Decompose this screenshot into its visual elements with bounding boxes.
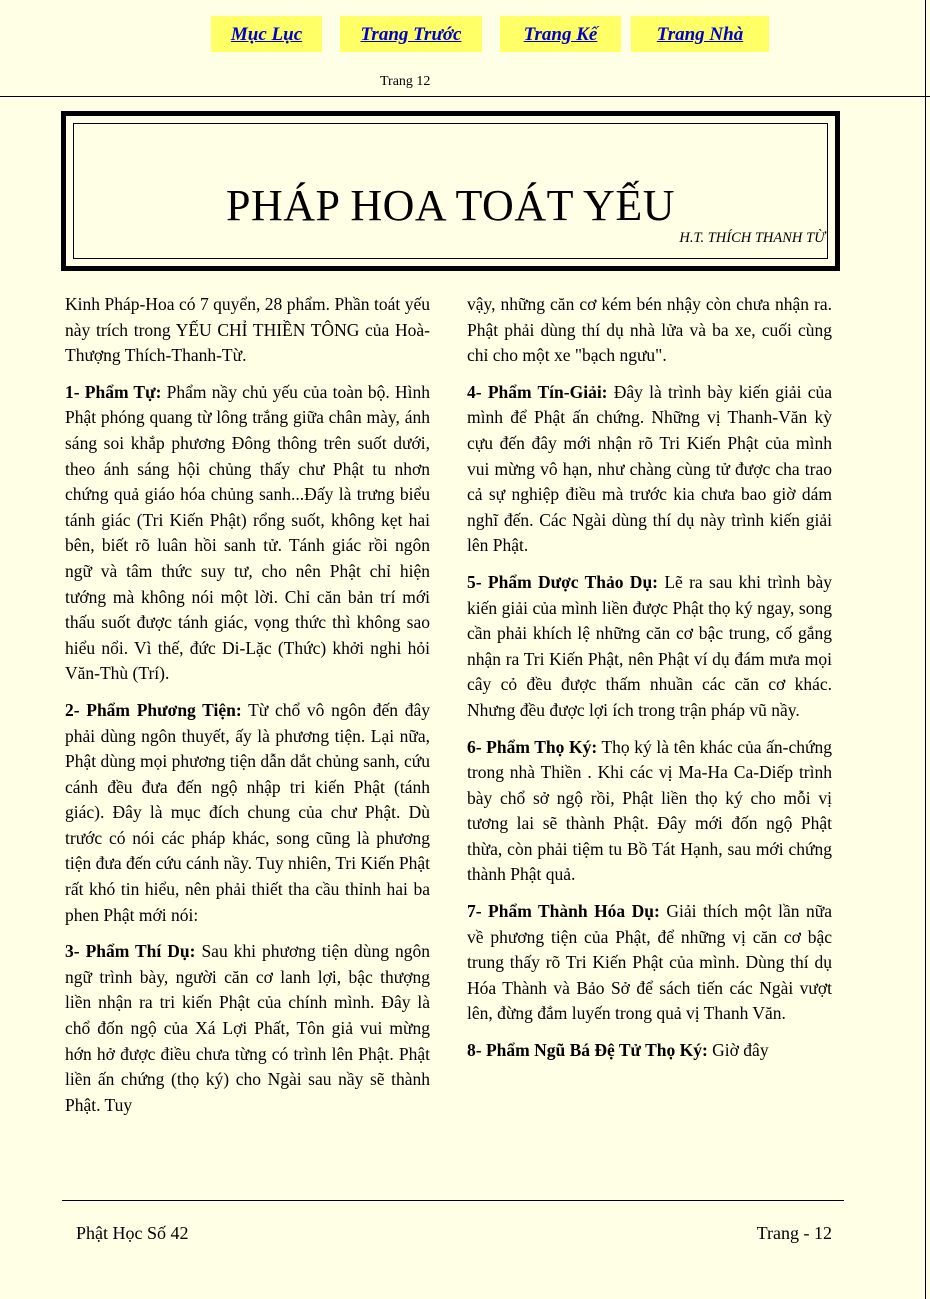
left-column xyxy=(65,292,430,1129)
section-1-body: Phẩm nầy chủ yếu của toàn bộ. Hình Phật phóng quang từ lông trắng giữa chân mày, ánh sáng soi khắp phương Đông thông trên suốt dưới, theo ánh sáng hội chủng thấy chư Phật tu nhơn chứng quả giáo hóa chủng sanh...Đấy là trưng biểu tánh giác (Tri Kiến Phật) rổng suốt, không kẹt hai bên, biết rõ luân hồi sanh tử. Tánh giác rồi ngôn ngữ và tâm thức suy tư, cho nên Phật chỉ hiện tướng mà không nói một lời. Chỉ căn bản trí mới thấu suốt được tánh giác, vọng thức thì không sao hiểu nổi. Vì thế, đức Di-Lặc (Thức) khởi nghi hỏi Văn-Thù (Trí). xyxy=(65,381,430,684)
section-2-paragraph xyxy=(65,698,430,928)
section-6-paragraph xyxy=(467,735,832,889)
title-box xyxy=(61,111,840,271)
top-divider xyxy=(0,96,930,97)
section-5-heading: 5- Phẩm Dược Thảo Dụ: xyxy=(467,571,658,592)
right-border-line xyxy=(925,0,926,1299)
nav-home-link[interactable]: Trang Nhà xyxy=(631,16,769,52)
page-number-top: Trang 12 xyxy=(380,74,431,89)
section-7-heading: 7- Phẩm Thành Hóa Dụ: xyxy=(467,901,660,922)
article-title: PHÁP HOA TOÁT YẾU xyxy=(226,181,675,230)
section-1-paragraph xyxy=(65,380,430,687)
section-1-heading: 1- Phẩm Tự: xyxy=(65,381,162,402)
section-5-paragraph xyxy=(467,570,832,724)
section-4-body: Đây là trình bày kiến giải của mình để Phật ấn chứng. Những vị Thanh-Văn kỳ cựu đến đây mới nhận rõ Tri Kiến Phật của mình vui mừng vô hạn, như chàng cùng tử được cha trao cả sự nghiệp điều mà trước kia chưa bao giờ dám nghĩ đến. Các Ngài dùng thí dụ này trình kiến giải lên Phật. xyxy=(467,381,832,556)
section-4-heading: 4- Phẩm Tín-Giải: xyxy=(467,381,608,402)
section-8-paragraph xyxy=(467,1038,832,1064)
section-2-body: Từ chổ vô ngôn đến đây phải dùng ngôn thuyết, ấy là phương tiện. Lại nữa, Phật dùng mọi phương tiện dẫn dắt chủng sanh, cứu cánh đều đưa đến ngộ nhập tri kiến Phật (tánh giác). Đây là mục đích chung của chư Phật. Dù trước có nói các pháp khác, song cũng là phương tiện đưa đến cứu cánh nầy. Tuy nhiên, Tri Kiến Phật rất khó tin hiểu, nên phải thiết tha cầu thỉnh hai ba phen Phật mới nói: xyxy=(65,699,430,925)
section-3-body: Sau khi phương tiện dùng ngôn ngữ trình bày, người căn cơ lanh lợi, bậc thượng liền nhận ra tri kiến Phật của chính mình. Đây là chổ đốn ngộ của Xá Lợi Phất, Tôn giả vui mừng hớn hở được điều chưa từng có trình lên Phật. Phật liền ấn chứng (thọ ký) cho Ngài sau nầy sẽ thành Phật. Tuy xyxy=(65,941,430,1115)
nav-next-page-link[interactable]: Trang Kế xyxy=(500,16,621,52)
section-6-heading: 6- Phẩm Thọ Ký: xyxy=(467,736,598,757)
footer-publication: Phật Học Số 42 xyxy=(76,1223,189,1243)
section-8-body: Giờ đây xyxy=(707,1040,769,1061)
footer-page-number: Trang - 12 xyxy=(756,1223,832,1243)
title-inner-frame xyxy=(73,123,828,259)
top-navigation xyxy=(211,16,769,52)
right-column xyxy=(467,292,832,1075)
section-5-body: Lẽ ra sau khi trình bày kiến giải của mình liền được Phật thọ ký ngay, song cần phải khích lệ những căn cơ bậc trung, cố gắng nhận ra Tri Kiến Phật, nên Phật ví dụ đám mưa mọi cây cỏ đều được thấm nhuần các căn cơ khác. Nhưng đều được lợi ích trong trận pháp vũ nầy. xyxy=(467,571,832,720)
section-3-heading: 3- Phẩm Thí Dụ: xyxy=(65,941,196,962)
section-6-body: Thọ ký là tên khác của ấn-chứng trong nhà Thiền . Khi các vị Ma-Ha Ca-Diếp trình bày chổ sở ngộ rồi, Phật liền thọ ký cho mỗi vị tương lai sẽ thành Phật. Đây mới đốn ngộ Phật thừa, còn phải tiệm tu Bồ Tát Hạnh, sau mới chứng thành Phật quả. xyxy=(467,736,832,885)
section-7-paragraph xyxy=(467,899,832,1027)
section-2-heading: 2- Phẩm Phương Tiện: xyxy=(65,699,242,720)
nav-table-of-contents-link[interactable]: Mục Lục xyxy=(211,16,322,52)
section-3-paragraph xyxy=(65,939,430,1118)
intro-paragraph: Kinh Pháp-Hoa có 7 quyển, 28 phẩm. Phần toát yếu này trích trong YẾU CHỈ THIỀN TÔNG của Hoà-Thượng Thích-Thanh-Từ. xyxy=(65,294,430,366)
section-3-continuation: vậy, những căn cơ kém bén nhậy còn chưa nhận ra. Phật phải dùng thí dụ nhà lửa và ba xe, cuối cùng chỉ cho một xe "bạch ngưu". xyxy=(467,294,832,366)
section-8-heading: 8- Phẩm Ngũ Bá Đệ Tử Thọ Ký: xyxy=(467,1040,708,1061)
nav-previous-page-link[interactable]: Trang Trước xyxy=(340,16,482,52)
article-author: H.T. THÍCH THANH TỪ xyxy=(679,230,825,246)
section-4-paragraph xyxy=(467,380,832,559)
bottom-divider xyxy=(62,1200,844,1201)
section-7-body: Giải thích một lần nữa về phương tiện của Phật, để những vị căn cơ bậc trung thấy rõ Tri Kiến Phật của mình. Dùng thí dụ Hóa Thành và Bảo Sở để sách tiến các Ngài vượt lên, đừng đắm luyến trong quả vị Thanh Văn. xyxy=(467,901,832,1024)
